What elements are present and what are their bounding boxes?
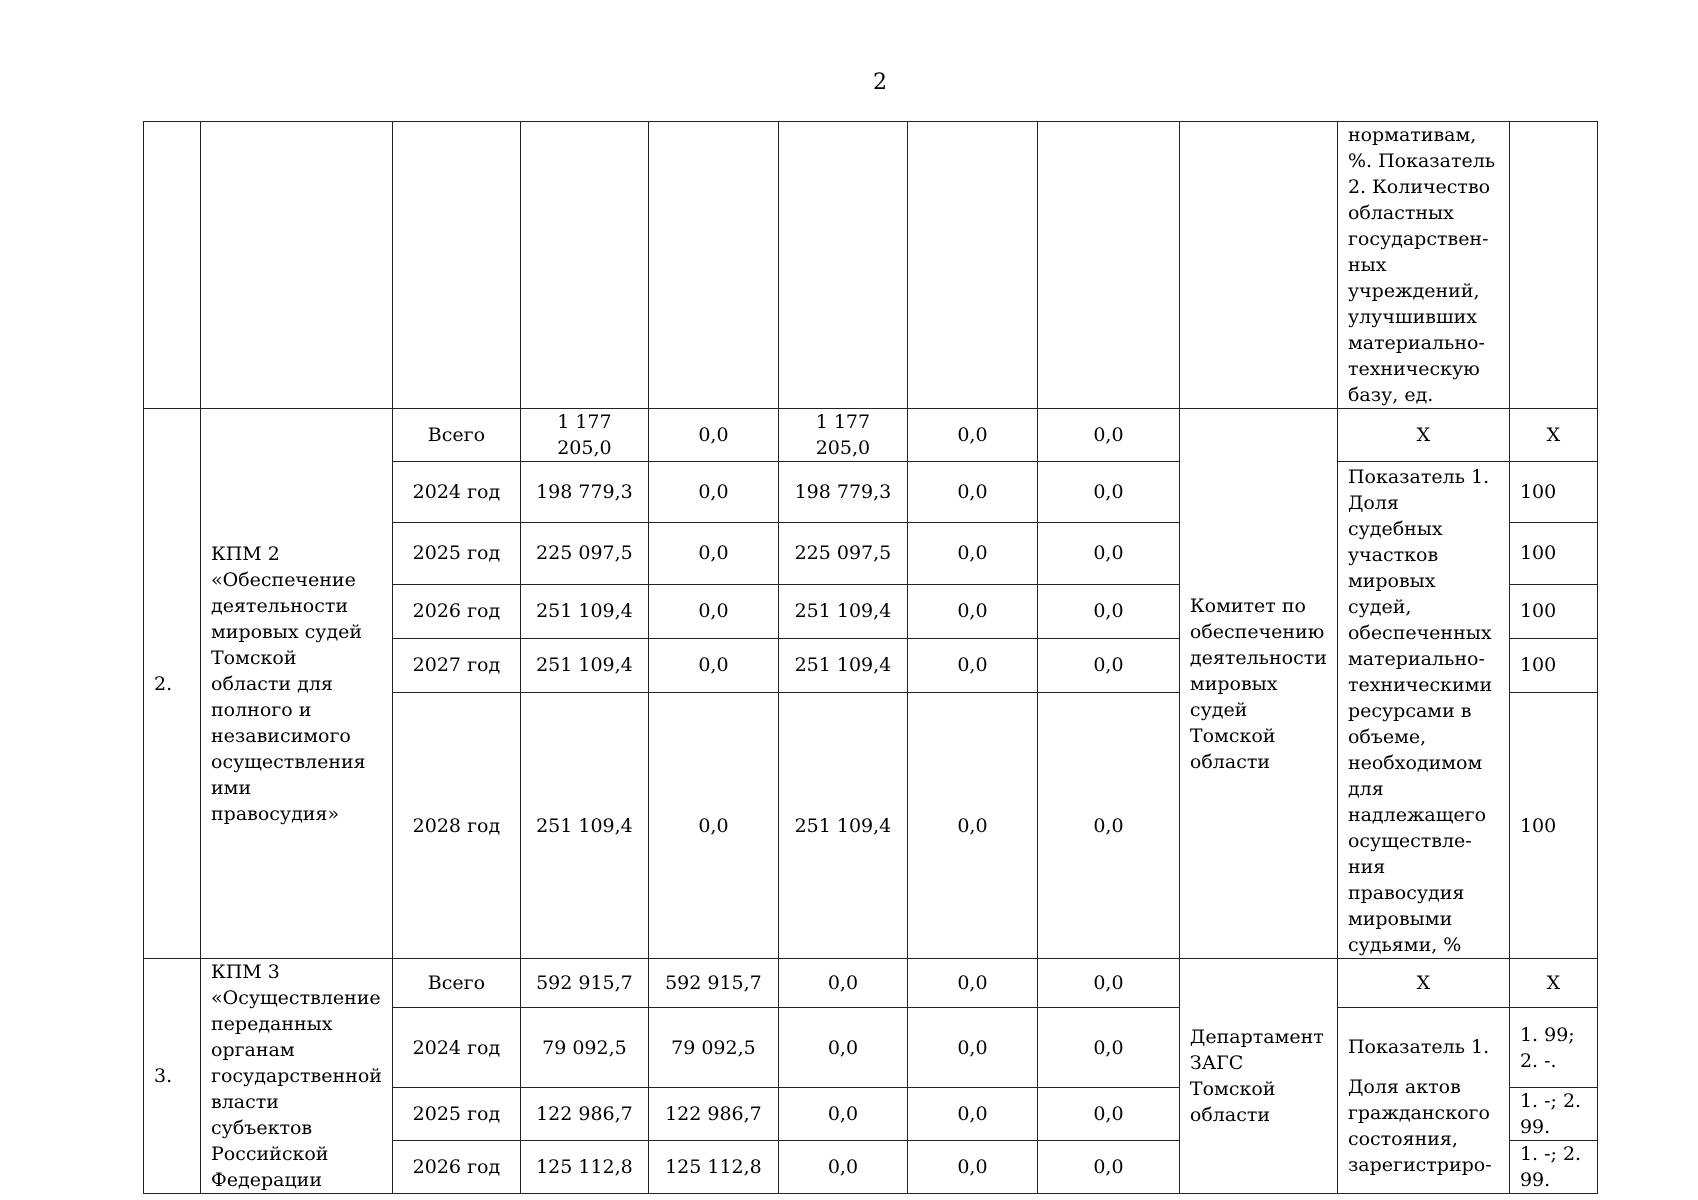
other-cell: 0,0	[1037, 1141, 1179, 1194]
indicator-value: 100	[1509, 638, 1597, 692]
indicator-value: 100	[1509, 462, 1597, 523]
table-row	[144, 959, 1598, 1008]
continuation-cell	[144, 122, 201, 409]
other-cell: 0,0	[1037, 523, 1179, 584]
regional-cell: 0,0	[778, 1141, 907, 1194]
indicator-text: Показатель 1. Доля судебных участков мировых судей, обеспеченных материально-техническими ресурсами в объеме, необходимом для надлежащего осуществле-ния правосудия мировыми судьями, %	[1337, 462, 1509, 959]
indicator-cell	[1337, 1008, 1509, 1194]
local-cell: 0,0	[907, 584, 1037, 638]
continuation-cell	[778, 122, 907, 409]
regional-cell: 0,0	[778, 959, 907, 1008]
continuation-cell	[1509, 122, 1597, 409]
other-cell: 0,0	[1037, 1008, 1179, 1088]
local-cell: 0,0	[907, 693, 1037, 959]
other-cell: 0,0	[1037, 638, 1179, 692]
indicator-x: Х	[1337, 959, 1509, 1008]
total-cell: 79 092,5	[520, 1008, 648, 1088]
total-cell: 198 779,3	[520, 462, 648, 523]
regional-cell: 198 779,3	[778, 462, 907, 523]
program-name: КПМ 3 «Осуществление переданных органам государственной власти субъектов Российской Федерации	[201, 959, 393, 1194]
year-label: Всего	[392, 959, 520, 1008]
row-number: 3.	[144, 959, 201, 1194]
year-label: 2025 год	[392, 523, 520, 584]
continuation-cell	[1179, 122, 1337, 409]
regional-cell: 0,0	[778, 1088, 907, 1141]
year-label: 2024 год	[392, 462, 520, 523]
regional-cell: 251 109,4	[778, 584, 907, 638]
indicator-text: Доля актов гражданского состояния, зарегистриро-	[1347, 1075, 1492, 1176]
year-label: 2025 год	[392, 1088, 520, 1141]
other-cell: 0,0	[1037, 693, 1179, 959]
year-label: Всего	[392, 409, 520, 462]
continuation-cell	[1037, 122, 1179, 409]
local-cell: 0,0	[907, 1141, 1037, 1194]
continuation-cell	[907, 122, 1037, 409]
indicator-spacer	[1348, 1060, 1499, 1074]
regional-cell: 1 177 205,0	[778, 409, 907, 462]
continuation-cell	[392, 122, 520, 409]
indicator-value: 1. -; 2. 99.	[1509, 1141, 1597, 1194]
total-cell: 592 915,7	[520, 959, 648, 1008]
table-row	[144, 409, 1598, 462]
indicator-value: 100	[1509, 693, 1597, 959]
responsible-executor: Департамент ЗАГС Томской области	[1179, 959, 1337, 1194]
local-cell: 0,0	[907, 462, 1037, 523]
local-cell: 0,0	[907, 523, 1037, 584]
other-cell: 0,0	[1037, 462, 1179, 523]
value-x: Х	[1509, 959, 1597, 1008]
page-number: 2	[873, 70, 887, 95]
local-cell: 0,0	[907, 959, 1037, 1008]
other-cell: 0,0	[1037, 584, 1179, 638]
year-label: 2024 год	[392, 1008, 520, 1088]
federal-cell: 0,0	[648, 638, 778, 692]
total-cell: 251 109,4	[520, 638, 648, 692]
indicator-x: Х	[1337, 409, 1509, 462]
value-x: Х	[1509, 409, 1597, 462]
budget-table	[143, 121, 1598, 1194]
federal-cell: 122 986,7	[648, 1088, 778, 1141]
program-name: КПМ 2 «Обеспечение деятельности мировых судей Томской области для полного и независимого осуществления ими правосудия»	[201, 409, 393, 959]
federal-cell: 0,0	[648, 693, 778, 959]
year-label: 2028 год	[392, 693, 520, 959]
local-cell: 0,0	[907, 409, 1037, 462]
continuation-cell	[648, 122, 778, 409]
other-cell: 0,0	[1037, 959, 1179, 1008]
federal-cell: 592 915,7	[648, 959, 778, 1008]
indicator-value: 100	[1509, 584, 1597, 638]
year-label: 2026 год	[392, 1141, 520, 1194]
other-cell: 0,0	[1037, 1088, 1179, 1141]
responsible-executor: Комитет по обеспечению деятельности мировых судей Томской области	[1179, 409, 1337, 959]
regional-cell: 0,0	[778, 1008, 907, 1088]
other-cell: 0,0	[1037, 409, 1179, 462]
federal-cell: 0,0	[648, 462, 778, 523]
regional-cell: 251 109,4	[778, 693, 907, 959]
local-cell: 0,0	[907, 1088, 1037, 1141]
continuation-cell	[201, 122, 393, 409]
local-cell: 0,0	[907, 1008, 1037, 1088]
continuation-row	[144, 122, 1598, 409]
federal-cell: 0,0	[648, 584, 778, 638]
total-cell: 122 986,7	[520, 1088, 648, 1141]
total-cell: 125 112,8	[520, 1141, 648, 1194]
year-label: 2027 год	[392, 638, 520, 692]
year-label: 2026 год	[392, 584, 520, 638]
indicator-value: 1. -; 2. 99.	[1509, 1088, 1597, 1141]
indicator-label: Показатель 1.	[1347, 1035, 1490, 1058]
federal-cell: 125 112,8	[648, 1141, 778, 1194]
federal-cell: 0,0	[648, 523, 778, 584]
indicator-value: 100	[1509, 523, 1597, 584]
federal-cell: 0,0	[648, 409, 778, 462]
federal-cell: 79 092,5	[648, 1008, 778, 1088]
regional-cell: 251 109,4	[778, 638, 907, 692]
continuation-cell	[520, 122, 648, 409]
total-cell: 251 109,4	[520, 693, 648, 959]
total-cell: 251 109,4	[520, 584, 648, 638]
total-cell: 1 177 205,0	[520, 409, 648, 462]
local-cell: 0,0	[907, 638, 1037, 692]
indicator-value: 1. 99; 2. -.	[1509, 1008, 1597, 1088]
indicator-text: нормативам, %. Показатель 2. Количество областных государствен-ных учреждений, улучшивших материально-техническую базу, ед.	[1337, 122, 1509, 409]
regional-cell: 225 097,5	[778, 523, 907, 584]
total-cell: 225 097,5	[520, 523, 648, 584]
row-number: 2.	[144, 409, 201, 959]
